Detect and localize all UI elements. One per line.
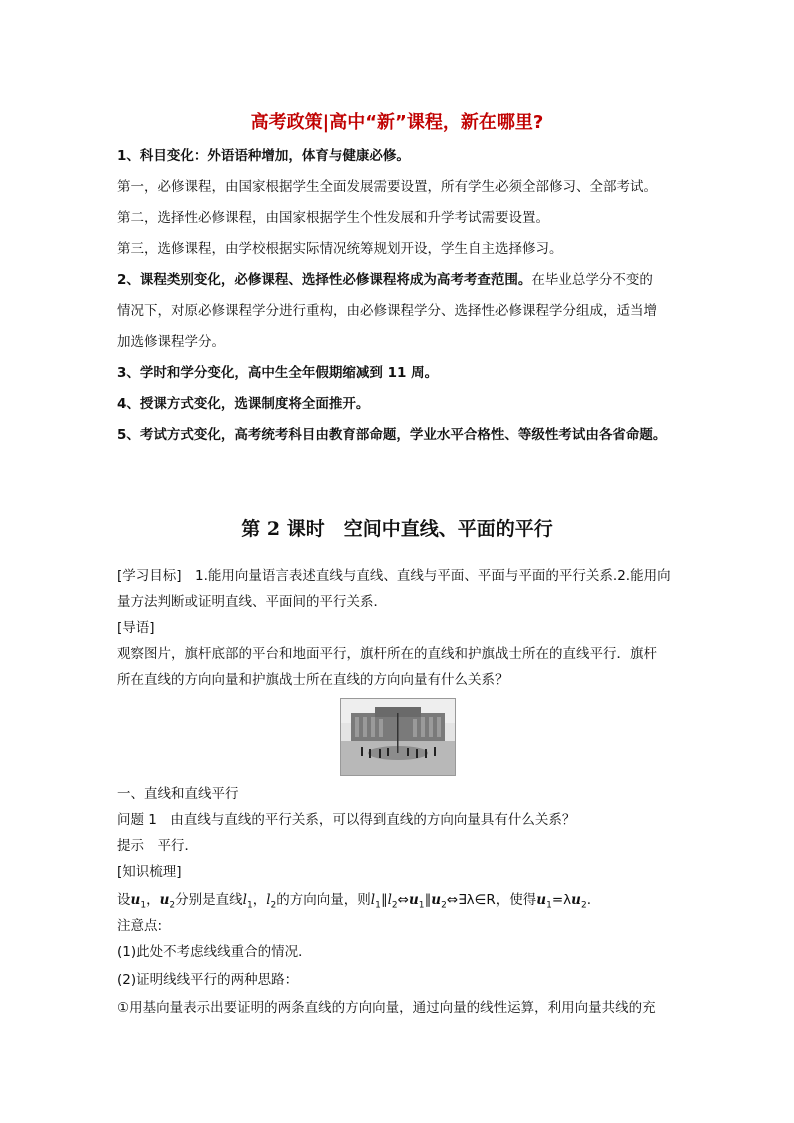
- math-sub: 2: [270, 900, 277, 911]
- flag-guard-photo-drawing: [341, 699, 455, 775]
- math-sub: 2: [581, 900, 587, 911]
- math-sub: 2: [391, 900, 398, 911]
- note-2: (2)证明线线平行的两种思路：: [117, 972, 299, 988]
- ad-point-2: [117, 270, 682, 290]
- learning-goals-line-1: [学习目标] 1.能用向量语言表述直线与直线、直线与平面、平面与平面的平行关系.2.能用向: [117, 568, 671, 584]
- section-heading: 一、直线和直线平行: [117, 786, 239, 802]
- math-u: u: [431, 892, 442, 908]
- math-u: u: [159, 892, 170, 908]
- flag-guard-photo: [340, 698, 456, 776]
- math-l: l: [387, 892, 392, 908]
- math-u: u: [536, 892, 547, 908]
- math-sub: 1: [546, 900, 552, 911]
- ad-point-2-cont-2: 加选修课程学分。: [117, 334, 225, 350]
- note-label: 注意点:: [117, 918, 163, 934]
- math-sub: 1: [140, 900, 147, 911]
- math-sub: 2: [441, 900, 447, 911]
- ad-point-2-bold: 2、课程类别变化，必修课程、选择性必修课程将成为高考考查范围。: [117, 272, 532, 288]
- math-parallel: ∥: [380, 892, 388, 908]
- math-l: l: [370, 892, 376, 908]
- math-parallel: ∥: [424, 892, 432, 908]
- note-1: (1)此处不考虑线线重合的情况．: [117, 944, 312, 960]
- math-sub: 1: [375, 900, 381, 911]
- math-sep: ，: [146, 892, 160, 908]
- math-l: l: [266, 892, 271, 908]
- math-sub: 2: [169, 900, 176, 911]
- hint: 提示 平行．: [117, 838, 198, 854]
- math-sep: ，: [252, 892, 267, 908]
- question-1: 问题 1 由直线与直线的平行关系，可以得到直线的方向向量具有什么关系？: [117, 812, 576, 828]
- math-iff: ⇔: [397, 892, 409, 908]
- math-u: u: [130, 892, 141, 908]
- lesson-title: 第 2 课时 空间中直线、平面的平行: [241, 518, 553, 540]
- math-end: .: [586, 892, 592, 908]
- math-u: u: [408, 892, 419, 908]
- math-u: u: [571, 892, 581, 908]
- math-text: 的方向向量，则: [276, 892, 371, 908]
- ad-paragraph-second: 第二，选择性必修课程，由国家根据学生个性发展和升学考试需要设置。: [117, 210, 549, 226]
- ad-title: 高考政策|高中“新”课程，新在哪里?: [250, 112, 544, 133]
- math-sub: 1: [246, 900, 253, 911]
- ad-point-1: 1、科目变化：外语语种增加，体育与健康必修。: [117, 148, 410, 164]
- math-sub: 1: [418, 900, 425, 911]
- ad-point-2-rest: 在毕业总学分不变的: [531, 272, 653, 288]
- ad-point-5: 5、考试方式变化，高考统考科目由教育部命题，学业水平合格性、等级性考试由各省命题。: [117, 427, 667, 443]
- math-text: ⇔∃λ∈R，使得: [446, 892, 537, 908]
- knowledge-statement: [117, 890, 682, 916]
- intro-line-1: 观察图片，旗杆底部的平台和地面平行，旗杆所在的直线和护旗战士所在的直线平行．旗杆: [117, 646, 657, 662]
- ad-paragraph-first: 第一，必修课程，由国家根据学生全面发展需要设置，所有学生必须全部修习、全部考试。: [117, 179, 657, 195]
- math-eq: =λ: [551, 892, 572, 908]
- math-l: l: [242, 892, 247, 908]
- ad-paragraph-third: 第三，选修课程，由学校根据实际情况统筹规划开设，学生自主选择修习。: [117, 241, 563, 257]
- intro-line-2: 所在直线的方向向量和护旗战士所在直线的方向向量有什么关系？: [117, 672, 509, 688]
- learning-goals-line-2: 量方法判断或证明直线、平面间的平行关系．: [117, 594, 387, 610]
- math-text: 分别是直线: [175, 892, 243, 908]
- note-3: ①用基向量表示出要证明的两条直线的方向向量，通过向量的线性运算，利用向量共线的充: [117, 1000, 656, 1016]
- k-prefix: 设: [117, 892, 131, 908]
- intro-tag: [导语]: [117, 620, 155, 636]
- ad-point-3: 3、学时和学分变化，高中生全年假期缩减到 11 周。: [117, 365, 439, 381]
- ad-point-4: 4、授课方式变化，选课制度将全面推开。: [117, 396, 370, 412]
- ad-point-2-cont-1: 情况下，对原必修课程学分进行重构，由必修课程学分、选择性必修课程学分组成，适当增: [117, 303, 657, 319]
- knowledge-tag: [知识梳理]: [117, 864, 182, 880]
